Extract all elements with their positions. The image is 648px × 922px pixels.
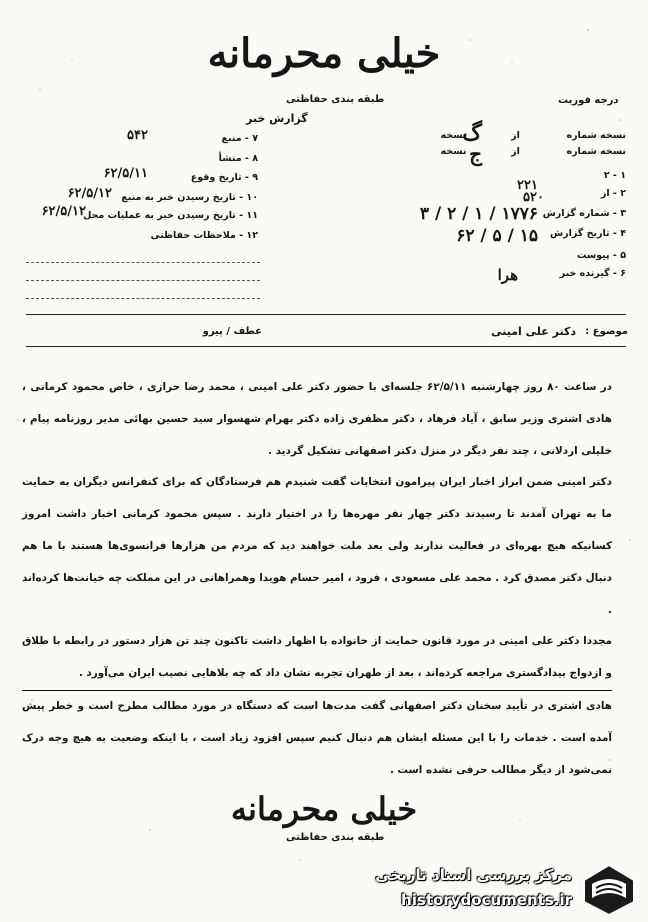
subject-value: دکتر علی امینی (491, 325, 576, 338)
meta-item-1-value: ۲۲۱ (517, 178, 538, 193)
archive-logo-icon (580, 862, 638, 918)
header-rule (26, 314, 626, 315)
meta-item-11-value: ۶۲/۵/۱۲ (41, 204, 86, 219)
dashed-line (26, 262, 260, 263)
reference-label: عطف / پیرو (202, 326, 262, 337)
copy-number-line-2: نسخه شماره از نسخه (440, 146, 626, 157)
top-classification-sub: طبقه بندی حفاظتی (286, 94, 385, 105)
subject-label: موضوع : (585, 326, 628, 337)
meta-item-8: ۸ - منشأ (218, 153, 258, 164)
handwritten-mark-1: گ (462, 120, 482, 146)
archive-name: مرکز بررسی اسناد تاریخی (375, 866, 572, 884)
meta-item-2-value: ۵۲۰ (523, 190, 544, 205)
bottom-classification-sub: طبقه بندی حفاظتی (286, 832, 385, 843)
copy-number-line-1: نسخه شماره از نسخه (440, 130, 626, 141)
meta-item-6: ۶ - گیرنده خبر (559, 268, 626, 279)
top-classification-stamp: خیلی محرمانه (207, 30, 441, 77)
body-paragraph-4: هادی اشتری در تأیید سخنان دکتر اصفهانی گفت مدت‌ها است که دستگاه در مورد مطالب مطرح است و خطر پیش آمده است . خدمات را با این مسئله ایشان هم دنبال کنیم سپس افزود زیاد است ، با اینکه وضعیت به هیچ وجه درک نمی‌شود از دیگر مطالب حرفی نشده است . (22, 699, 612, 776)
report-body (22, 372, 612, 786)
dashed-line (26, 280, 260, 281)
urgency-label: درجه فوریت (558, 95, 619, 106)
meta-item-1: ۱ - ۲ (603, 170, 626, 181)
meta-item-4-value: ۱۵ / ۵ / ۶۲ (456, 226, 538, 246)
handwritten-mark-2: ج (469, 142, 482, 166)
meta-item-7-value: ۵۴۲ (127, 128, 148, 143)
dashed-line (26, 298, 260, 299)
subject-rule (26, 346, 626, 347)
meta-item-5: ۵ - پیوست (576, 250, 626, 261)
body-paragraph-1: در ساعت ۸۰ روز چهارشنبه ۶۲/۵/۱۱ جلسه‌ای با حضور دکتر علی امینی ، محمد رضا حرازی ، خاص محمود کرمانی ، هادی اشتری وزیر سابق ، آیاد فرهاد ، دکتر مظفری زاده دکتر بهرام شهسوار سید حسین بهائی مدیر روزنامه پیام ، خلیلی اردلانی ، چند نفر دیگر در منزل دکتر اصفهانی تشکیل گردید . (22, 381, 612, 457)
archive-watermark (372, 858, 642, 918)
meta-item-3-value: ۱۷۷۶ / ۱ / ۲ / ۳ (419, 204, 538, 224)
bottom-classification-stamp: خیلی محرمانه (230, 790, 418, 828)
meta-item-7: ۷ - منبع (221, 133, 258, 144)
meta-item-3: ۳ - شماره گزارش (542, 208, 626, 219)
archive-website: historydocuments.ir (401, 891, 572, 909)
meta-item-9: ۹ - تاریخ وقوع (190, 172, 258, 183)
meta-item-10: ۱۰ - تاریخ رسیدن خبر به منبع (121, 192, 258, 203)
report-title: گزارش خبر (246, 112, 308, 125)
meta-item-10-value: ۶۲/۵/۱۲ (67, 186, 112, 201)
body-paragraph-3: مجددا دکتر علی امینی در مورد قانون حمایت از خانواده با اظهار داشت تاکنون چند تن هزار دستور در رابطه با طلاق و ازدواج بیدادگستری مراجعه کرده‌اند ، بعد از طهران تجربه نشان داد که چه بلاهایی نصیب ایران می‌آورد . (22, 626, 612, 691)
meta-item-2: ۲ - از (600, 188, 626, 199)
body-paragraph-2: دکتر امینی ضمن ابراز اخبار ایران پیرامون انتخابات گفت شنیدم هم فرستادگان که برای کنفرانس دیگران به حمایت ما به تهران آمدند تا رسیدند دکتر چهار نفر مهره‌ها را در اختیار دارند . سپس محمود کرمانی اخبار داشت امروز کسانیکه هیچ بهره‌ای در فعالیت ندارند ولی بعد ملت خواهند دید که مردم من هزارها فرانسوی‌ها هستند با ما هم دنبال دکتر مصدق کرد . محمد علی مسعودی ، فرود ، امیر حسام هویدا وهمراهانی در این مملکت چه خیانت‌ها کرده‌اند . (22, 476, 612, 616)
meta-item-11: ۱۱ - تاریخ رسیدن خبر به عملیات محل (83, 210, 258, 221)
meta-item-6-value: هرا (497, 266, 518, 284)
meta-item-12: ۱۲ - ملاحظات حفاظتی (150, 230, 258, 241)
meta-item-9-value: ۶۲/۵/۱۱ (103, 166, 148, 181)
meta-item-4: ۴ - تاریخ گزارش (550, 228, 626, 239)
